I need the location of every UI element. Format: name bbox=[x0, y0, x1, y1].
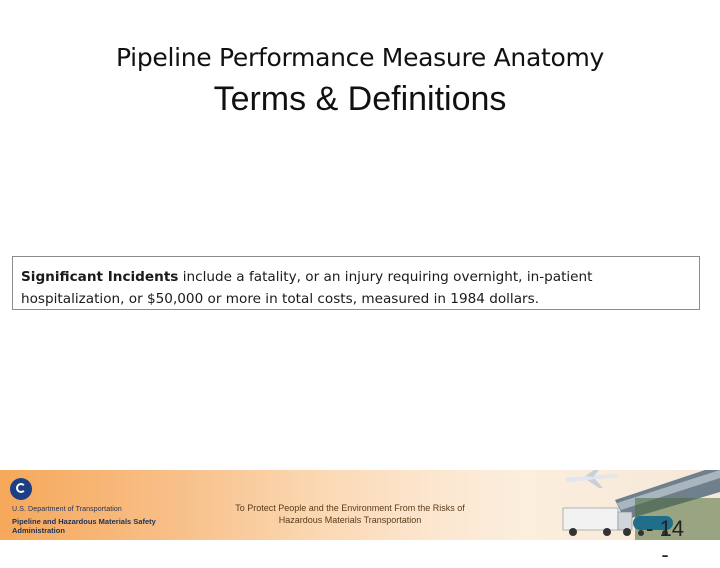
transportation-collage-icon bbox=[545, 470, 720, 540]
department-name: U.S. Department of Transportation bbox=[12, 506, 122, 513]
page-number: - 14 - bbox=[646, 516, 684, 567]
mission-statement: To Protect People and the Environment From the Risks of Hazardous Materials Transportation bbox=[235, 503, 465, 525]
definition-box bbox=[12, 256, 700, 310]
slide-title-line-2: Terms & Definitions bbox=[213, 80, 507, 118]
slide-title bbox=[0, 40, 720, 120]
footer-banner bbox=[0, 470, 720, 540]
definition-text: include a fatality, or an injury requiring overnight, in-patient hospitalization, or $50,000 or more in total costs, measured in 1984 dollars. bbox=[21, 269, 593, 307]
slide-title-line-1: Pipeline Performance Measure Anatomy bbox=[115, 43, 605, 72]
definition-term: Significant Incidents bbox=[21, 269, 179, 285]
agency-name: Pipeline and Hazardous Materials Safety Administration bbox=[12, 517, 156, 535]
dot-logo-icon bbox=[10, 478, 32, 500]
